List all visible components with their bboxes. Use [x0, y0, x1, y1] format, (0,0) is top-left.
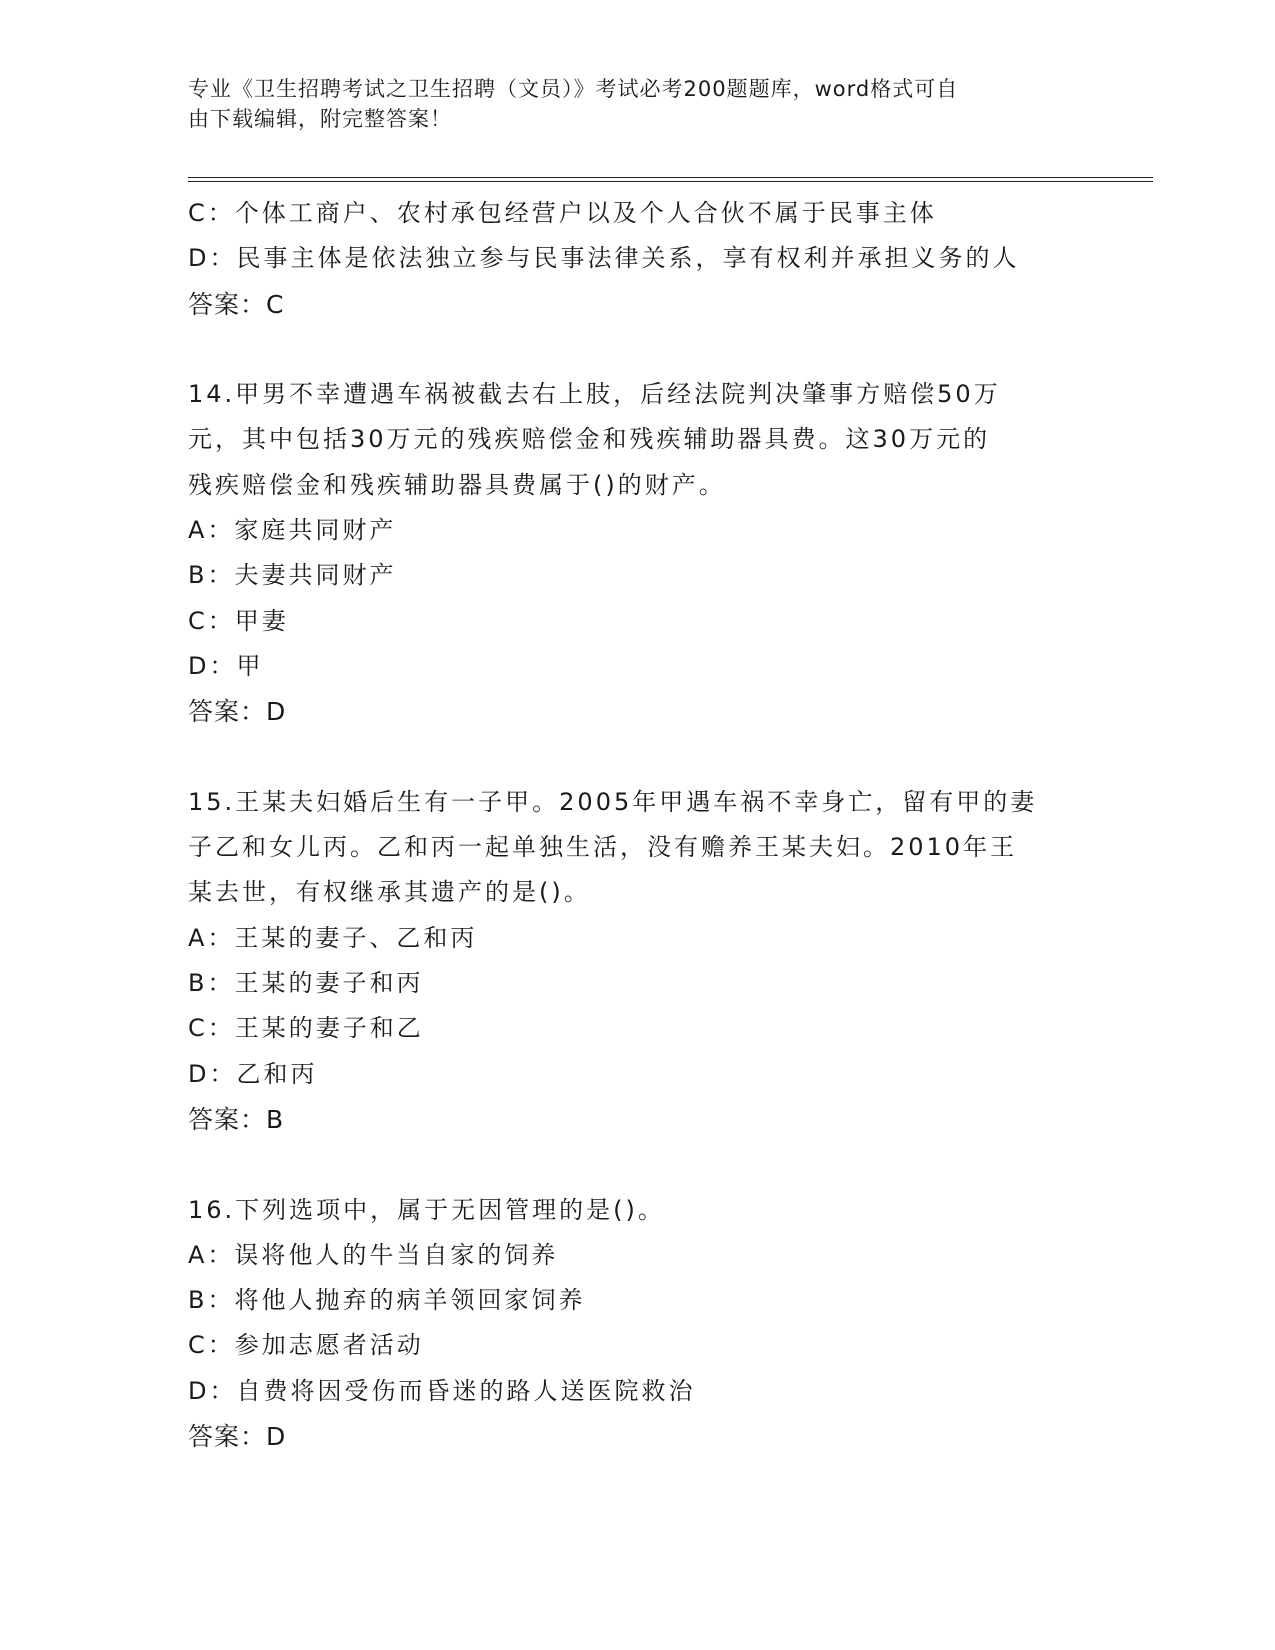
option-c: C：王某的妻子和乙 [188, 1014, 424, 1043]
option-c: C：个体工商户、农村承包经营户以及个人合伙不属于民事主体 [188, 199, 937, 227]
question-16 [188, 1188, 1088, 1460]
spacer [188, 1142, 1088, 1187]
option-a: A：误将他人的牛当自家的饲养 [188, 1240, 559, 1269]
header-title-line-1: 专业《卫生招聘考试之卫生招聘（文员）》考试必考200题题库，word格式可自 [188, 77, 959, 101]
question-content [188, 191, 1088, 1459]
answer-line: 答案：C [188, 289, 285, 319]
option-b: B：王某的妻子和丙 [188, 969, 424, 998]
answer-line: 答案：D [188, 1422, 287, 1452]
document-header [188, 74, 1088, 134]
question-stem-line: 某去世，有权继承其遗产的是()。 [188, 878, 591, 907]
question-stem-line: 14.甲男不幸遭遇车祸被截去右上肢，后经法院判决肇事方赔偿50万 [188, 380, 1001, 409]
header-title-line-2: 由下载编辑，附完整答案！ [188, 107, 452, 131]
question-stem-line: 元，其中包括30万元的残疾赔偿金和残疾辅助器具费。这30万元的 [188, 425, 991, 454]
question-15 [188, 780, 1088, 1142]
option-d: D：甲 [188, 651, 264, 680]
question-14 [188, 372, 1088, 734]
option-a: A：家庭共同财产 [188, 516, 397, 545]
option-b: B：将他人抛弃的病羊领回家饲养 [188, 1286, 586, 1315]
option-c: C：甲妻 [188, 606, 289, 635]
question-stem-line: 子乙和女儿丙。乙和丙一起单独生活，没有赡养王某夫妇。2010年王 [188, 833, 1018, 862]
option-d: D：自费将因受伤而昏迷的路人送医院救治 [188, 1376, 696, 1405]
answer-line: 答案：B [188, 1104, 285, 1134]
option-b: B：夫妻共同财产 [188, 561, 397, 590]
question-stem-line: 15.王某夫妇婚后生有一子甲。2005年甲遇车祸不幸身亡，留有甲的妻 [188, 787, 1038, 816]
option-d: D：民事主体是依法独立参与民事法律关系，享有权利并承担义务的人 [188, 244, 1020, 273]
question-stem-line: 残疾赔偿金和残疾辅助器具费属于()的财产。 [188, 470, 726, 499]
spacer [188, 327, 1088, 372]
option-d: D：乙和丙 [188, 1059, 318, 1088]
previous-question-continuation [188, 191, 1088, 327]
option-a: A：王某的妻子、乙和丙 [188, 923, 478, 952]
option-c: C：参加志愿者活动 [188, 1331, 424, 1360]
question-stem-line: 16.下列选项中，属于无因管理的是()。 [188, 1195, 665, 1224]
header-divider-top [188, 177, 1153, 178]
spacer [188, 735, 1088, 780]
answer-line: 答案：D [188, 697, 287, 727]
header-divider-bottom [188, 181, 1153, 182]
